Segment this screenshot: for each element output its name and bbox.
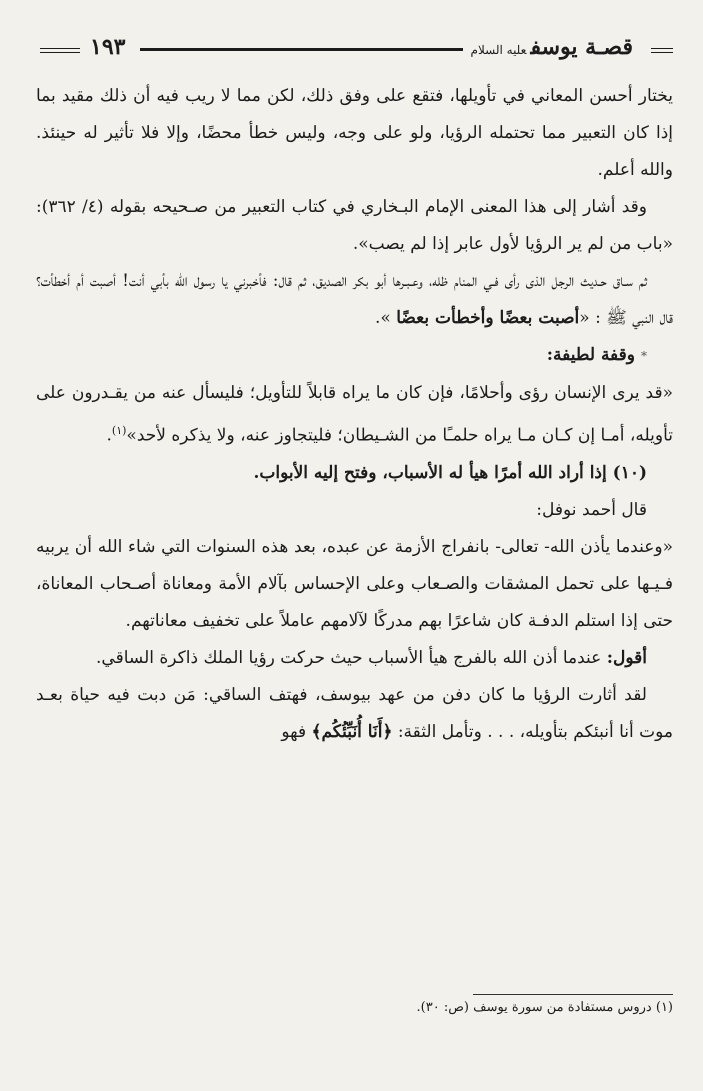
star-bullet: * — [641, 349, 647, 363]
book-title: قصـة يوسف — [530, 34, 633, 60]
paragraph-3 — [36, 263, 673, 337]
page-number: ١٩٣ — [90, 34, 126, 60]
honorific: عليه السلام — [470, 43, 527, 57]
aqul-text: عندما أذن الله بالفرج هيأ الأسباب حيث حركت رؤيا الملك ذاكرة الساقي. — [96, 647, 607, 668]
hadith-quote: أصبت بعضًا وأخطأت بعضًا — [396, 308, 580, 328]
last-paragraph-text: لقد أثارت الرؤيا ما كان دفن من عهد بيوسف، فهتف الساقي: مَن دبت فيه حياة بعـد موت أنا أنبئكم بتأويله، . . . وتأمل الثقة: — [36, 684, 673, 742]
header-rule-left — [40, 48, 80, 53]
commentary — [36, 640, 673, 677]
paragraph-3-text: ثم سـاق حـديث الرجل الذى رأى فـي المنام ظله، وعـبـرها أبو بكر الصديق، ثم قال: فأخبرني يا رسول الله بأبي أنت! أصبت أم أخطأت؟ قال النبي ﷺ : « — [36, 271, 673, 328]
paragraph-3-end: ». — [375, 308, 397, 328]
quote-1-end: . — [106, 425, 112, 446]
point-10: (١٠) إذا أراد الله أمرًا هيأ له الأسباب، وفتح إليه الأبواب. — [253, 462, 647, 483]
quote-1-text: «قد يرى الإنسان رؤى وأحلامًا، فإن كان ما يراه قابلاً للتأويل؛ فليسأل عنه من يقـدرون على تأويله، أمـا إن كـان مـا يراه حلمـًا من الشـيطان؛ فليتجاوز عنه، ولا يذكره لأحد» — [36, 383, 673, 446]
footnote: (١) دروس مستفادة من سورة يوسف (ص: ٣٠). — [416, 1000, 673, 1015]
last-paragraph — [36, 677, 673, 751]
quote-2: «وعندما يأذن الله- تعالى- بانفراج الأزمة عن عبده، بعد هذه السنوات التي شاء الله أن يربيه فـيـها على تحمل المشقات والصـعاب وعلى الإحساس بآلام الأمة ومعاناة أصـحاب المعاناة، حتى إذا استلم الدفـة كان شاعرًا بهم مدركًا لآلامهم عاملاً على تخفيف معاناتهم. — [36, 536, 673, 631]
quote-1 — [36, 375, 673, 455]
footnote-ref: (١) — [111, 424, 127, 437]
running-header — [40, 32, 673, 68]
main-text — [36, 78, 673, 751]
aqul-label: أقول: — [606, 647, 647, 668]
section-heading-text: وقفة لطيفة: — [546, 345, 635, 365]
header-rule-middle — [140, 48, 463, 51]
attribution: قال أحمد نوفل: — [536, 499, 647, 520]
quran-quote: ﴿أَنَا أُنَبِّئُكُم﴾ — [311, 721, 393, 742]
paragraph-1: يختار أحسن المعاني في تأويلها، فتقع على وفق ذلك، لكن مما لا ريب فيه أن ذلك مقيد بما إذا كان التعبير مما تحتمله الرؤيا، ولو على وجه، وليس خطأ محضًا، وإلا فلا تأثير له حينئذ. والله أعلم. — [36, 86, 673, 180]
last-paragraph-end: فهو — [281, 721, 312, 742]
section-heading — [36, 337, 673, 375]
header-title — [471, 34, 633, 60]
footnote-rule — [473, 994, 673, 995]
paragraph-2: وقد أشار إلى هذا المعنى الإمام البـخاري في كتاب التعبير من صـحيحه بقوله (٤/ ٣٦٢): «باب من لم ير الرؤيا لأول عابر إذا لم يصب». — [36, 197, 673, 254]
header-rule-right — [651, 48, 673, 53]
